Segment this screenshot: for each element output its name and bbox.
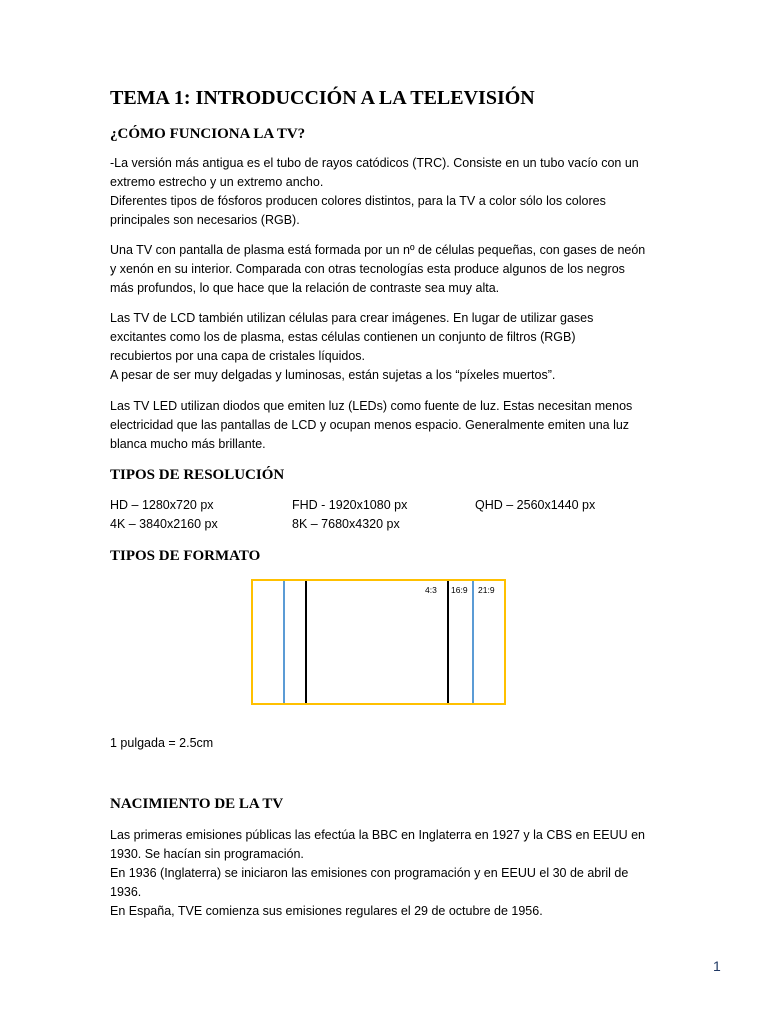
text-line: más profundos, lo que hace que la relación de contraste sea muy alta. (110, 281, 500, 295)
aspect-line-16-9-right (447, 581, 449, 703)
text-line: Las TV de LCD también utilizan células para crear imágenes. En lugar de utilizar gases (110, 311, 594, 325)
text-line: 1930. Se hacían sin programación. (110, 847, 304, 861)
text-line: electricidad que las pantallas de LCD y ocupan menos espacio. Generalmente emiten una luz (110, 418, 630, 432)
section-heading-birth-of-tv: NACIMIENTO DE LA TV (110, 796, 284, 812)
aspect-label-16-9: 16:9 (451, 585, 468, 595)
paragraph-lcd (110, 309, 665, 385)
text-line: Diferentes tipos de fósforos producen colores distintos, para la TV a color sólo los colores (110, 194, 606, 208)
section-heading-resolution: TIPOS DE RESOLUCIÓN (110, 467, 285, 483)
text-line: -La versión más antigua es el tubo de rayos catódicos (TRC). Consiste en un tubo vacío con un (110, 156, 639, 170)
page-number: 1 (713, 958, 721, 974)
text-line: extremo estrecho y un extremo ancho. (110, 175, 324, 189)
text-line: blanca mucho más brillante. (110, 437, 266, 451)
section-heading-how-tv-works: ¿CÓMO FUNCIONA LA TV? (110, 126, 306, 142)
inch-conversion-note: 1 pulgada = 2.5cm (110, 736, 214, 750)
aspect-line-21-9-left (283, 581, 285, 703)
aspect-label-4-3: 4:3 (425, 585, 437, 595)
aspect-label-21-9: 21:9 (478, 585, 495, 595)
resolution-item-fhd: FHD - 1920x1080 px (292, 498, 408, 512)
text-line: Las primeras emisiones públicas las efectúa la BBC en Inglaterra en 1927 y la CBS en EEUU en (110, 828, 646, 842)
text-line: Las TV LED utilizan diodos que emiten luz (LEDs) como fuente de luz. Estas necesitan menos (110, 399, 633, 413)
aspect-line-16-9-left (305, 581, 307, 703)
aspect-line-21-9-right (472, 581, 474, 703)
paragraph-plasma (110, 241, 665, 298)
text-line: excitantes como los de plasma, estas células contienen un conjunto de filtros (RGB) (110, 330, 576, 344)
resolution-item-qhd: QHD – 2560x1440 px (475, 498, 596, 512)
resolution-item-8k: 8K – 7680x4320 px (292, 517, 400, 531)
page-title: TEMA 1: INTRODUCCIÓN A LA TELEVISIÓN (110, 87, 535, 109)
paragraph-led (110, 397, 665, 454)
text-line: En España, TVE comienza sus emisiones regulares el 29 de octubre de 1956. (110, 904, 543, 918)
aspect-ratio-diagram (251, 579, 506, 705)
resolution-item-4k: 4K – 3840x2160 px (110, 517, 218, 531)
text-line: A pesar de ser muy delgadas y luminosas, están sujetas a los “píxeles muertos”. (110, 368, 556, 382)
paragraph-first-broadcasts (110, 826, 665, 921)
text-line: Una TV con pantalla de plasma está formada por un nº de células pequeñas, con gases de neón (110, 243, 646, 257)
text-line: En 1936 (Inglaterra) se iniciaron las emisiones con programación y en EEUU el 30 de abril de (110, 866, 629, 880)
paragraph-crt (110, 154, 665, 230)
text-line: principales son necesarios (RGB). (110, 213, 300, 227)
section-heading-format: TIPOS DE FORMATO (110, 548, 261, 564)
text-line: y xenón en su interior. Comparada con otras tecnologías esta produce algunos de los negros (110, 262, 625, 276)
resolution-item-hd: HD – 1280x720 px (110, 498, 214, 512)
text-line: 1936. (110, 885, 142, 899)
text-line: recubiertos por una capa de cristales líquidos. (110, 349, 366, 363)
